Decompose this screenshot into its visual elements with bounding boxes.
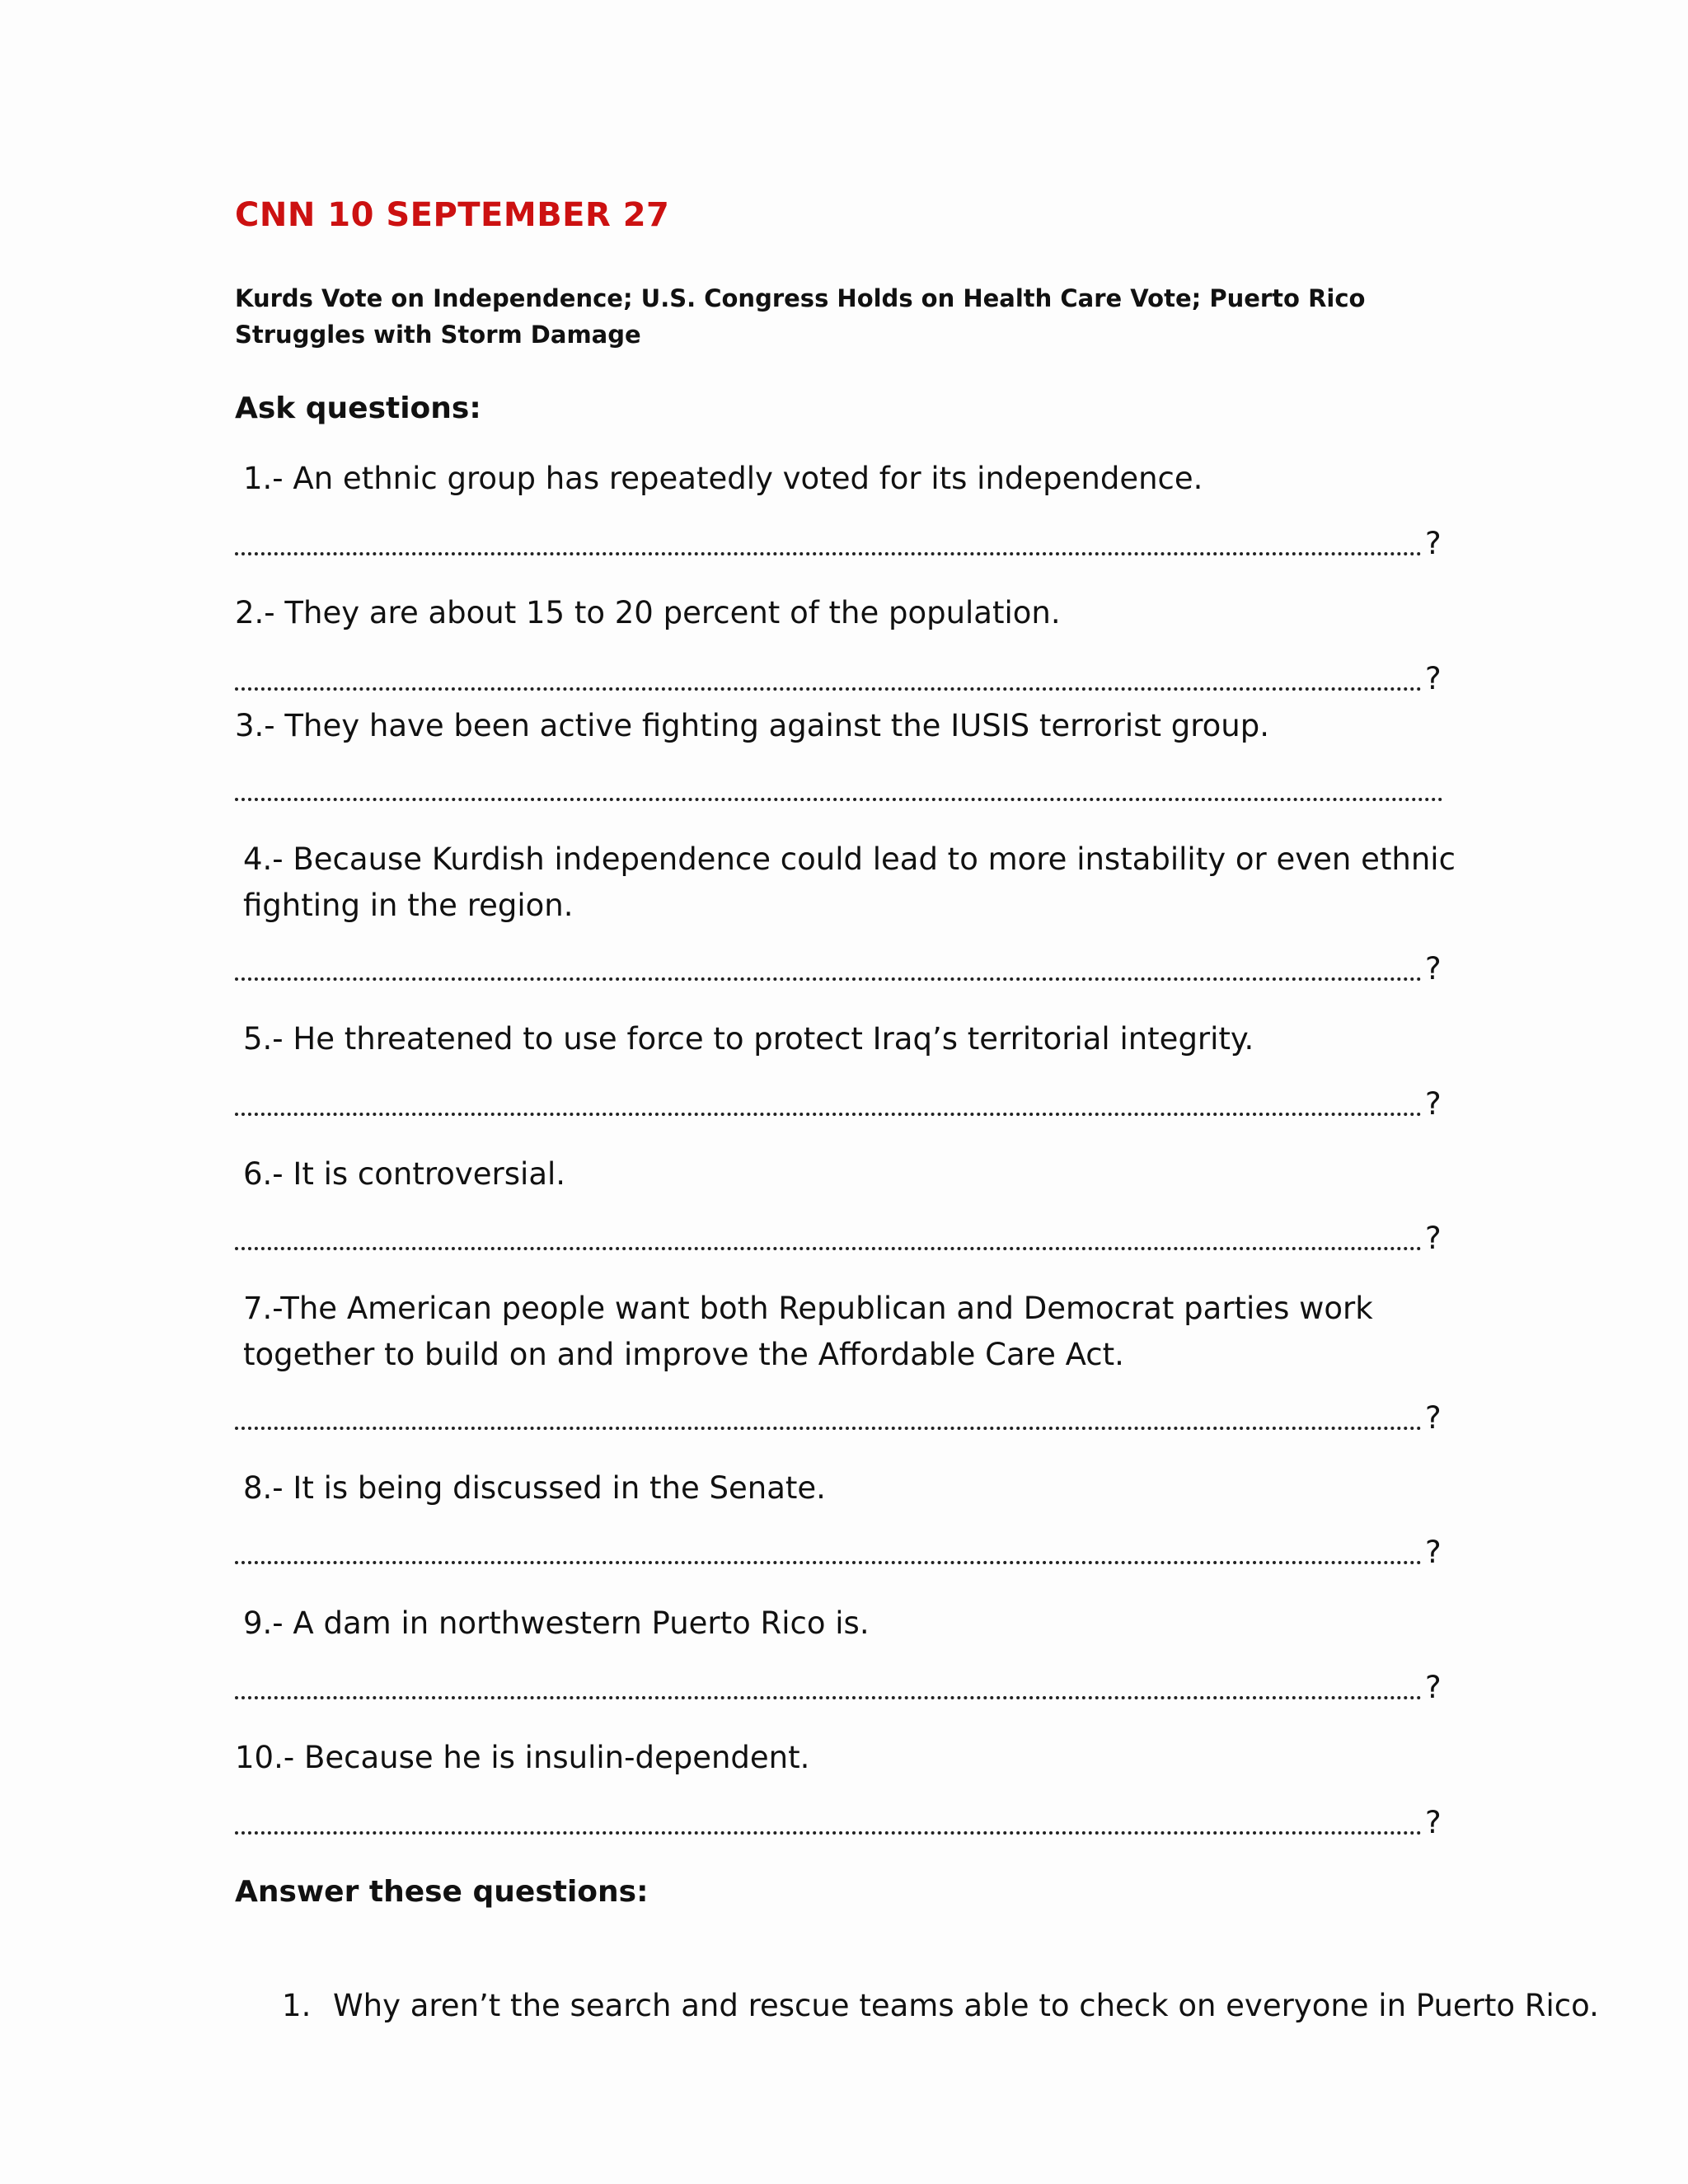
ask-item-7: 7.-The American people want both Republican and Democrat parties work together to build on and improve the Affordable Care Act.: [243, 1291, 1373, 1372]
ask-item-4: 4.- Because Kurdish independence could lead to more instability or even ethnic fighting in the region.: [243, 841, 1456, 923]
answer-questions-heading: Answer these questions:: [235, 1875, 649, 1909]
answer-line-3[interactable]: [235, 770, 1447, 808]
answer-question-text: Why aren’t the search and rescue teams able to check on everyone in Puerto Rico.: [333, 1988, 1599, 2023]
dotted-line: [235, 1113, 1422, 1116]
answer-question-number: 1.: [282, 1988, 312, 2023]
dotted-line: [235, 552, 1422, 555]
dotted-line: [235, 1696, 1422, 1699]
answer-line-8[interactable]: [235, 1533, 1442, 1571]
ask-questions-heading: Ask questions:: [235, 391, 481, 425]
ask-item-3: 3.- They have been active fighting against the IUSIS terrorist group.: [235, 708, 1269, 743]
answer-line-6[interactable]: [235, 1219, 1442, 1257]
ask-item-8: 8.- It is being discussed in the Senate.: [243, 1470, 826, 1506]
ask-item-5: 5.- He threatened to use force to protect Iraq’s territorial integrity.: [243, 1021, 1254, 1057]
ask-item-6: 6.- It is controversial.: [243, 1156, 566, 1192]
question-mark: ?: [1425, 1221, 1442, 1256]
dotted-line: [235, 977, 1422, 981]
answer-line-4[interactable]: [235, 949, 1442, 987]
question-mark: ?: [1425, 661, 1442, 696]
answer-line-9[interactable]: [235, 1668, 1442, 1706]
question-mark: ?: [1425, 1535, 1442, 1570]
dotted-line: [235, 687, 1422, 691]
ask-item-9: 9.- A dam in northwestern Puerto Rico is.: [243, 1605, 870, 1641]
answer-question-1: [243, 1937, 1599, 2075]
ask-item-1: 1.- An ethnic group has repeatedly voted for its independence.: [243, 461, 1203, 496]
dotted-line: [235, 1247, 1422, 1250]
question-mark: ?: [1425, 1670, 1442, 1705]
question-mark: ?: [1425, 1805, 1442, 1840]
question-mark: ?: [1425, 951, 1442, 987]
dotted-line: [235, 1831, 1422, 1835]
dotted-line: [235, 1427, 1422, 1430]
answer-line-5[interactable]: [235, 1085, 1442, 1122]
answer-line-2[interactable]: [235, 659, 1442, 697]
answer-line-7[interactable]: [235, 1399, 1442, 1436]
question-mark: ?: [1425, 1400, 1442, 1436]
dotted-line: [235, 798, 1443, 801]
dotted-line: [235, 1561, 1422, 1564]
episode-subtitle: Kurds Vote on Independence; U.S. Congress Holds on Health Care Vote; Puerto Rico Struggles with Storm Damage: [235, 284, 1366, 349]
ask-item-2: 2.- They are about 15 to 20 percent of the population.: [235, 595, 1061, 630]
answer-line-10[interactable]: [235, 1803, 1442, 1841]
answer-line-1[interactable]: [235, 524, 1442, 562]
question-mark: ?: [1425, 1086, 1442, 1122]
page-title: CNN 10 SEPTEMBER 27: [235, 196, 670, 234]
question-mark: ?: [1425, 526, 1442, 561]
ask-item-10: 10.- Because he is insulin-dependent.: [235, 1740, 810, 1775]
